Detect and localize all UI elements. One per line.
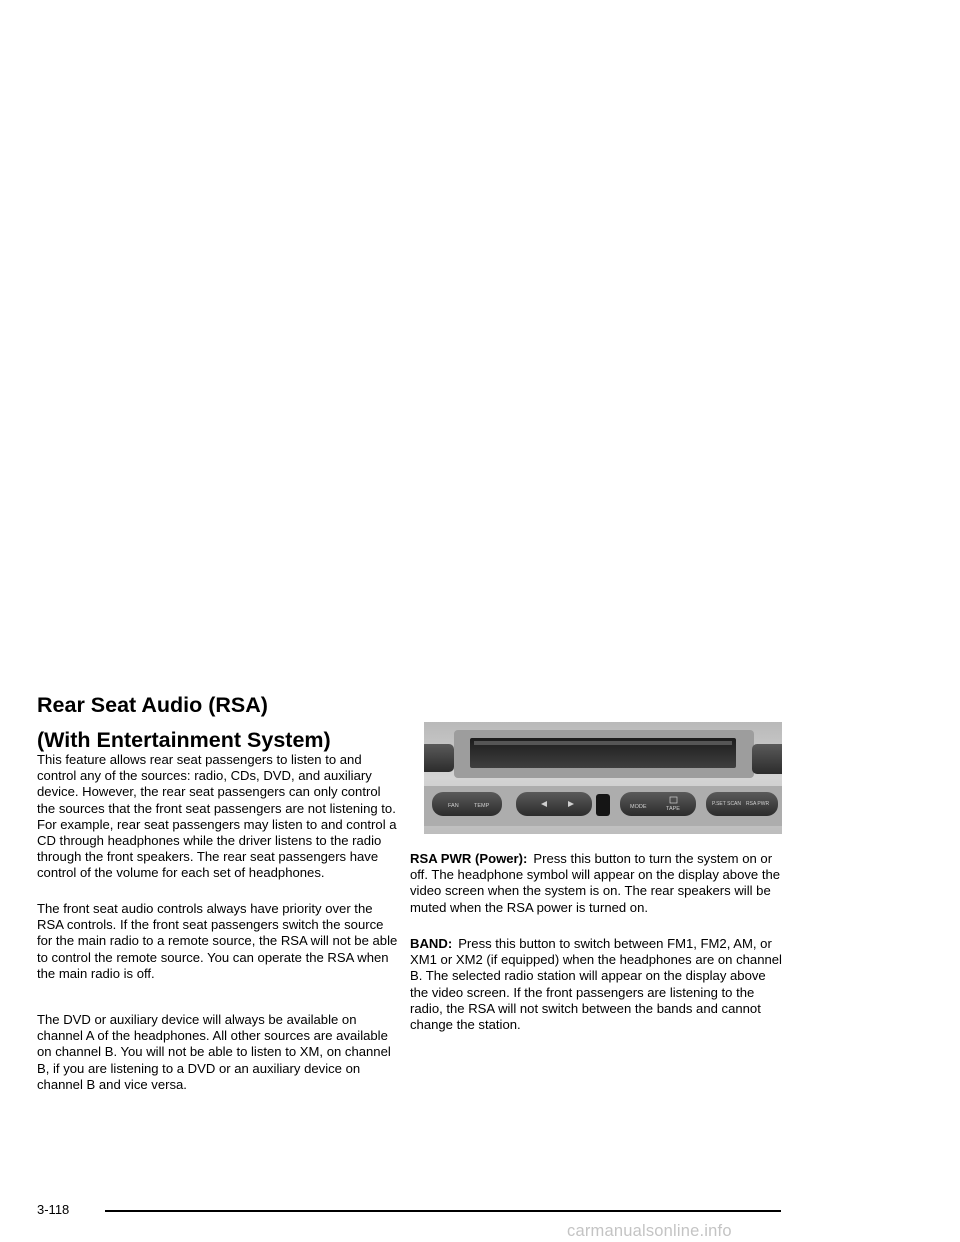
footer-rule [105, 1210, 781, 1212]
fan-temp-button [432, 792, 502, 816]
entry-text: Press this button to turn the system on or off. The headphone symbol will appear on the display above the video screen when the system is on. The rear speakers will be muted when the RSA power is turned on. [410, 851, 781, 915]
paragraph-priority: The front seat audio controls always have priority over the RSA controls. If the front seat passengers switch the source for the main radio to a remote source, the RSA will not be able to control the remote source. You can operate the RSA when the main radio is off. [37, 901, 398, 981]
temp-label: TEMP [474, 803, 490, 809]
pset-scan-label: P.SET SCAN [712, 801, 741, 807]
seek-button [516, 792, 592, 816]
rsa-pwr-label: RSA PWR [746, 801, 770, 807]
fan-label: FAN [448, 803, 459, 809]
page-number: 3-118 [37, 1202, 70, 1217]
entry-band [410, 936, 782, 1033]
heading-line-2: (With Entertainment System) [37, 728, 331, 752]
paragraph-channels: The DVD or auxiliary device will always be available on channel A of the headphones. All other sources are available on channel B. You will not be able to listen to XM, on channel B, if you are listening to a DVD or an auxiliary device on channel B and vice versa. [37, 1012, 391, 1092]
left-square-button [424, 744, 454, 772]
headphone-jack-icon [596, 794, 610, 816]
mode-label: MODE [630, 804, 647, 810]
watermark: carmanualsonline.info [567, 1222, 732, 1240]
entry-term: RSA PWR (Power): [410, 851, 528, 866]
section-heading [37, 688, 407, 758]
entry-term: BAND: [410, 936, 453, 951]
paragraph-intro: This feature allows rear seat passengers to listen to and control any of the sources: radio, CDs, DVD, and auxiliary device. However, the rear seat passengers can only control the sources that the front seat passengers are not listening to. For example, rear seat passengers may listen to and control a CD through headphones while the driver listens to the radio through the front speakers. The rear seat passengers have control of the volume for each set of headphones. [37, 752, 397, 881]
right-square-button [752, 744, 782, 774]
rsa-control-panel-photo [424, 722, 782, 834]
entry-rsa-pwr [410, 851, 782, 916]
heading-line-1: Rear Seat Audio (RSA) [37, 693, 268, 717]
tape-label: TAPE [666, 806, 680, 812]
entry-text: Press this button to switch between FM1, FM2, AM, or XM1 or XM2 (if equipped) when the headphones are on channel B. The selected radio station will appear on the display above the video screen. If the front passengers are listening to the radio, the RSA will not switch between the bands and cannot change the station. [410, 936, 782, 1033]
